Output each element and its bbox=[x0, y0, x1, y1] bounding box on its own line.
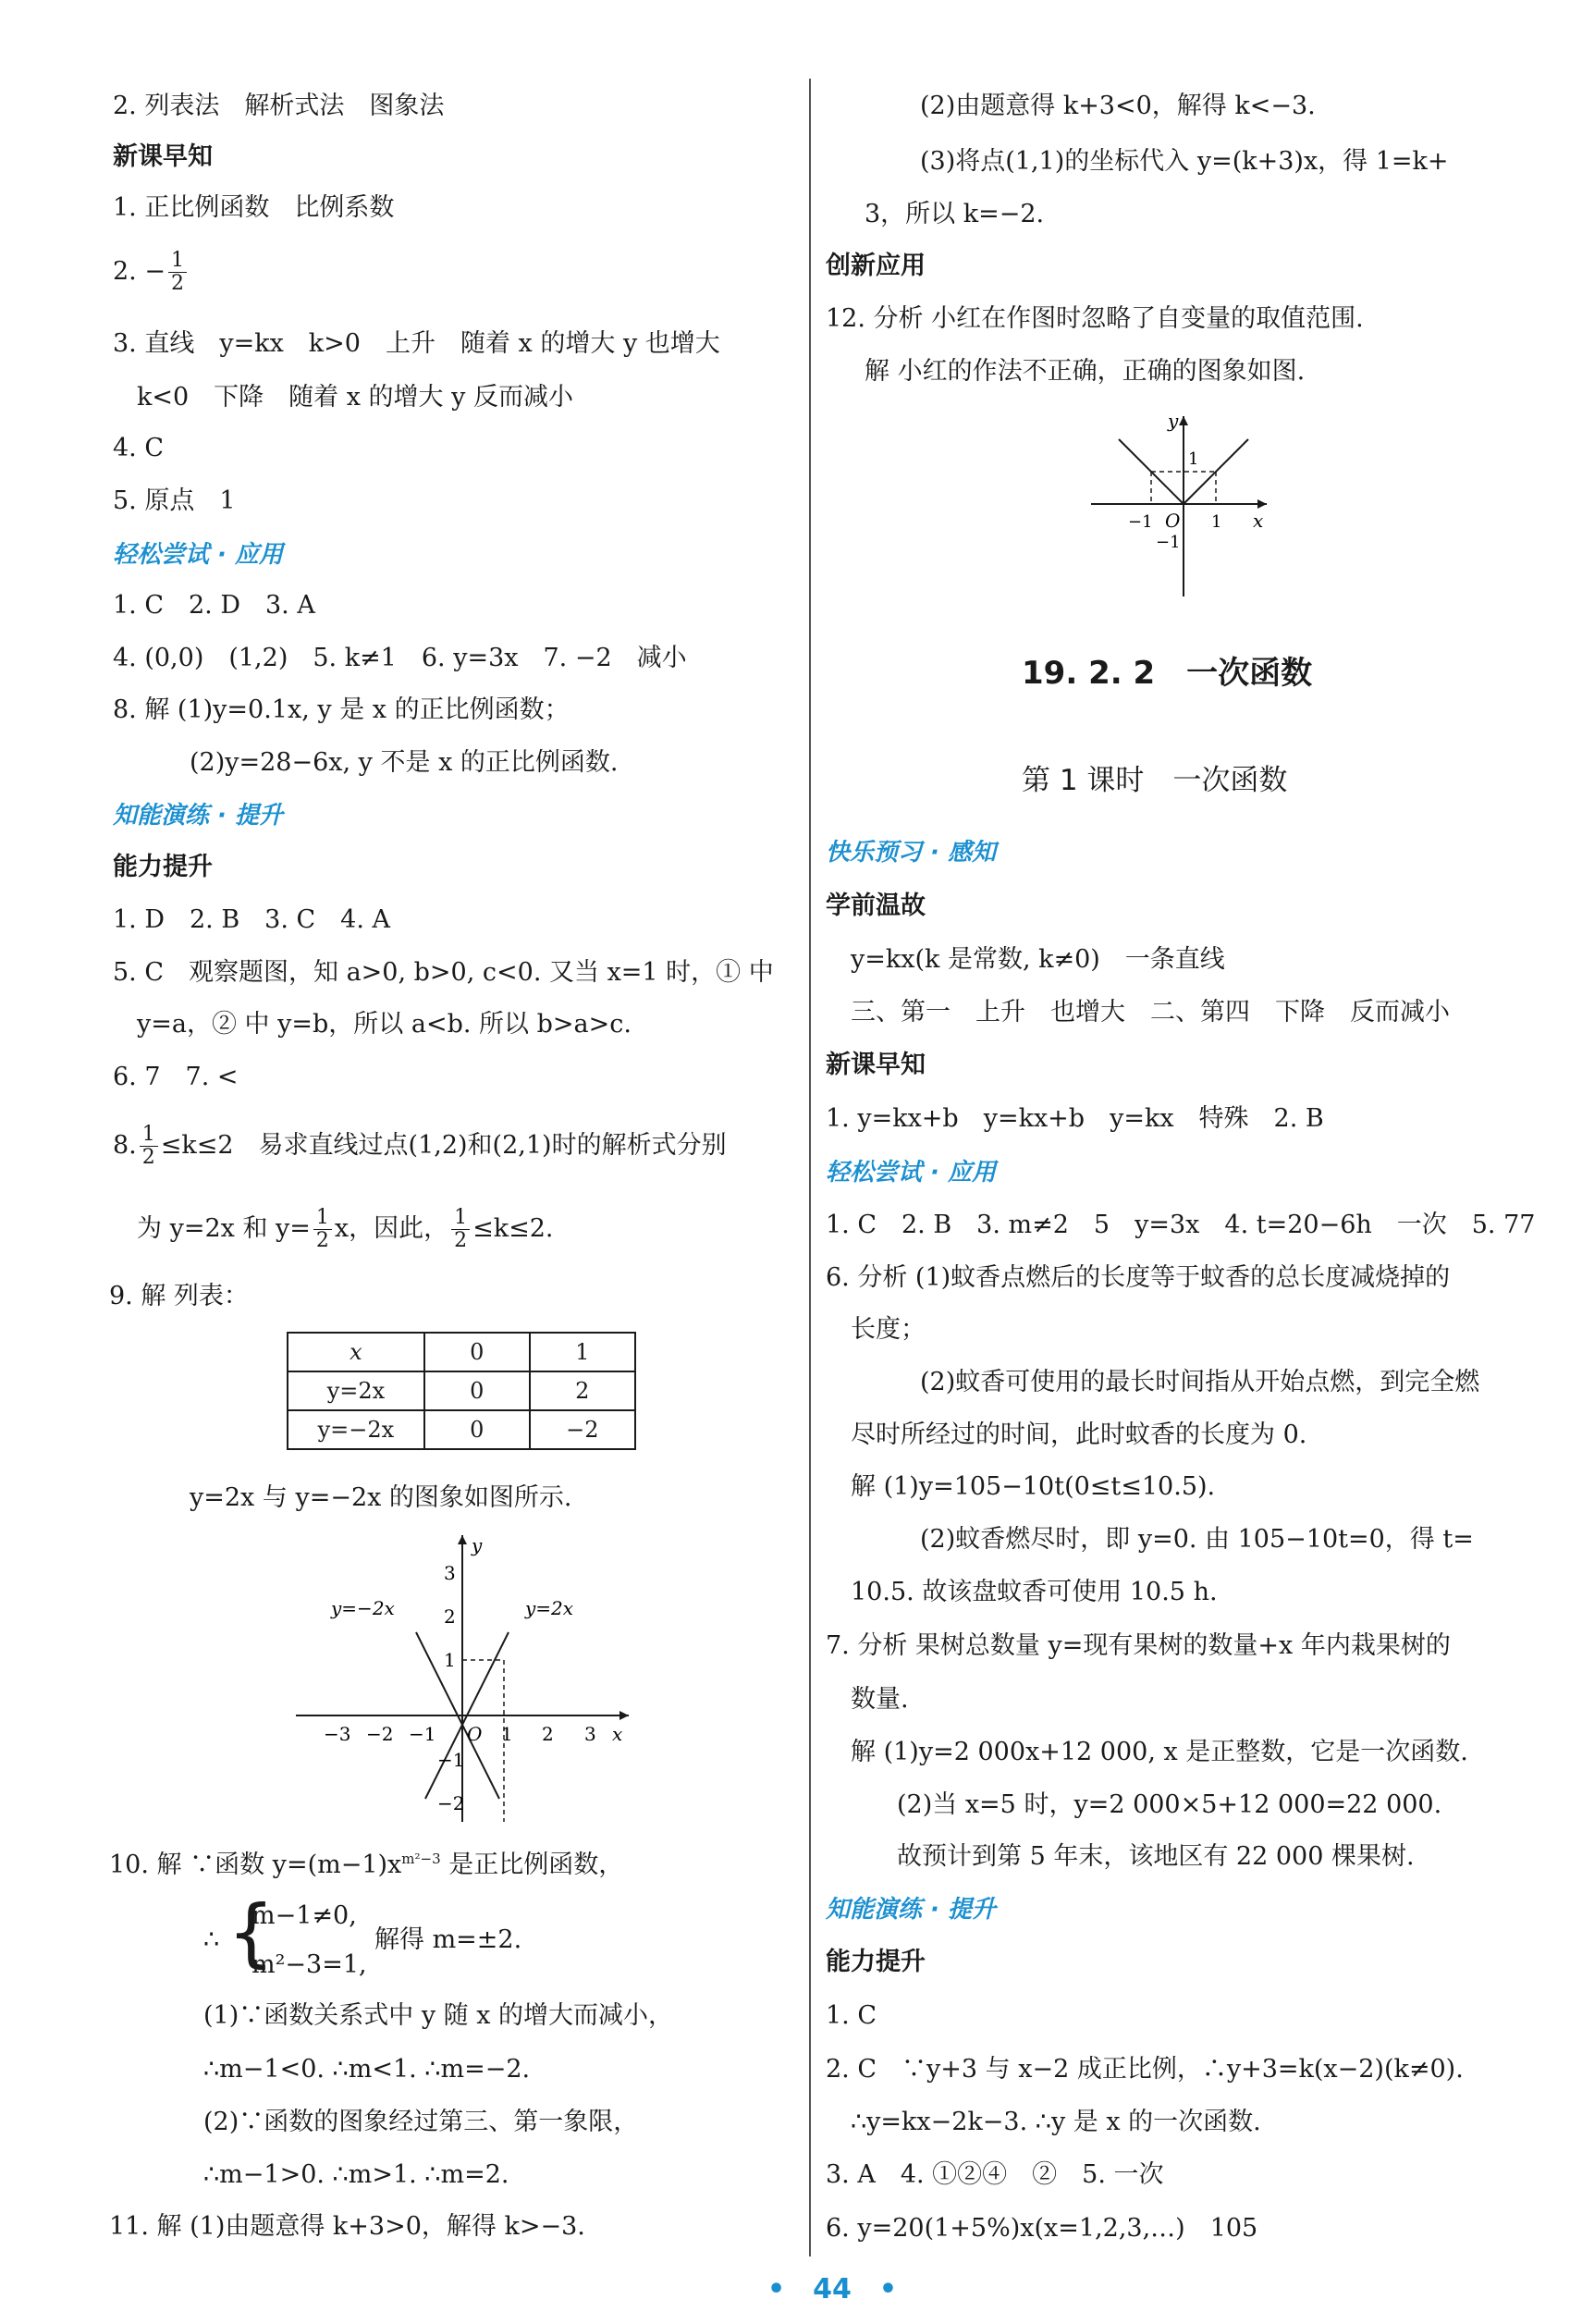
answer-line: 11. 解 (1)由题意得 k+3>0，解得 k>−3. bbox=[109, 2212, 585, 2241]
answer-line-fraction bbox=[113, 250, 190, 295]
answer-line: y=2x 与 y=−2x 的图象如图所示. bbox=[190, 1483, 572, 1512]
exponent: m²−3 bbox=[401, 1851, 441, 1867]
answer-line: 9. 解 列表： bbox=[109, 1282, 249, 1310]
answer-line-fraction bbox=[137, 1207, 554, 1252]
heading-easy-try: 轻松尝试 · 应用 bbox=[113, 541, 283, 569]
answer-line: 3. 直线 y=kx k>0 上升 随着 x 的增大 y 也增大 bbox=[113, 329, 720, 358]
section-title: 19. 2. 2 一次函数 bbox=[1022, 655, 1313, 692]
heading-skill-practice: 知能演练 · 提升 bbox=[826, 1896, 996, 1924]
y-tick: 1 bbox=[444, 1649, 456, 1671]
answer-line: 1. C 2. B 3. m≠2 5 y=3x 4. t=20−6h 一次 5. 77 bbox=[826, 1211, 1536, 1239]
answer-prefix: 8. bbox=[113, 1131, 137, 1160]
x-tick: −1 bbox=[409, 1723, 436, 1745]
fraction-numerator: 1 bbox=[140, 1124, 158, 1147]
fraction bbox=[451, 1207, 470, 1252]
page-number: • 44 • bbox=[767, 2273, 898, 2306]
y-tick: 3 bbox=[444, 1562, 456, 1584]
answer-line: (1)∵函数关系式中 y 随 x 的增大而减小， bbox=[203, 2001, 674, 2030]
heading-ability: 能力提升 bbox=[113, 853, 213, 881]
x-tick: −2 bbox=[366, 1723, 394, 1745]
answer-line: y=a，② 中 y=b，所以 a<b. 所以 b>a>c. bbox=[137, 1010, 632, 1039]
label-y-neg2x: y=−2x bbox=[331, 1597, 395, 1619]
answer-line: 6. 分析 (1)蚊香点燃后的长度等于蚊香的总长度减烧掉的 bbox=[826, 1263, 1451, 1292]
answer-line: 5. C 观察题图，知 a>0, b>0, c<0. 又当 x=1 时，① 中 bbox=[113, 958, 774, 987]
answer-line: 2. C ∵y+3 与 x−2 成正比例，∴y+3=k(x−2)(k≠0). bbox=[826, 2055, 1464, 2084]
label-y-2x: y=2x bbox=[525, 1597, 574, 1619]
answer-text: x，因此， bbox=[334, 1214, 449, 1243]
answer-line: 解 (1)y=105−10t(0≤t≤10.5). bbox=[851, 1472, 1216, 1501]
answer-line: 6. 7 7. < bbox=[113, 1063, 239, 1091]
x-tick: 3 bbox=[584, 1723, 596, 1745]
linear-function-graph bbox=[287, 1526, 638, 1831]
heading-easy-try: 轻松尝试 · 应用 bbox=[826, 1159, 996, 1187]
table-row bbox=[288, 1410, 635, 1449]
column-divider bbox=[809, 79, 811, 2256]
fraction-denominator: 2 bbox=[141, 1146, 155, 1169]
y-axis-arrow bbox=[1179, 416, 1188, 425]
lesson-title: 第 1 课时 一次函数 bbox=[1022, 764, 1288, 797]
y-tick: −1 bbox=[1156, 533, 1181, 552]
answer-line: 3. A 4. ①②④ ② 5. 一次 bbox=[826, 2160, 1164, 2189]
y-tick: −2 bbox=[437, 1792, 465, 1814]
heading-review: 学前温故 bbox=[826, 891, 926, 920]
fraction-denominator: 2 bbox=[454, 1229, 468, 1252]
table-cell: 0 bbox=[424, 1410, 530, 1449]
answer-line: 尽时所经过的时间，此时蚊香的长度为 0. bbox=[851, 1420, 1307, 1449]
heading-new-lesson: 新课早知 bbox=[113, 142, 213, 171]
answer-line: (2)∵函数的图象经过第三、第一象限， bbox=[203, 2108, 639, 2136]
answer-line: 1. D 2. B 3. C 4. A bbox=[113, 905, 391, 934]
equation: m−1≠0, bbox=[251, 1901, 357, 1930]
answer-line: 4. (0,0) (1,2) 5. k≠1 6. y=3x 7. −2 减小 bbox=[113, 644, 687, 672]
answer-line: (3)将点(1,1)的坐标代入 y=(k+3)x，得 1=k+ bbox=[920, 147, 1449, 176]
origin-label: O bbox=[467, 1723, 483, 1745]
answer-line: (2)蚊香燃尽时，即 y=0. 由 105−10t=0，得 t= bbox=[920, 1525, 1474, 1554]
answer-line: y=kx(k 是常数, k≠0) 一条直线 bbox=[851, 945, 1225, 974]
answer-line: 解 (1)y=2 000x+12 000, x 是正整数，它是一次函数. bbox=[851, 1738, 1468, 1766]
table-cell: y=2x bbox=[288, 1371, 424, 1410]
heading-skill-practice: 知能演练 · 提升 bbox=[113, 802, 283, 830]
answer-line-fraction bbox=[113, 1124, 727, 1169]
value-table bbox=[287, 1332, 636, 1450]
fraction-denominator: 2 bbox=[315, 1229, 329, 1252]
answer-line: (2)蚊香可使用的最长时间指从开始点燃，到完全燃 bbox=[920, 1368, 1480, 1396]
answer-line: 三、第一 上升 也增大 二、第四 下降 反而减小 bbox=[851, 998, 1450, 1027]
equation: m²−3=1, bbox=[251, 1950, 367, 1979]
answer-text: 为 y=2x 和 y= bbox=[137, 1214, 311, 1243]
answer-line: ∴m−1>0. ∴m>1. ∴m=2. bbox=[203, 2160, 509, 2189]
table-cell: y=−2x bbox=[288, 1410, 424, 1449]
answer-line: 6. y=20(1+5%)x(x=1,2,3,…) 105 bbox=[826, 2214, 1258, 2243]
fraction-denominator: 2 bbox=[170, 272, 184, 295]
x-tick: 1 bbox=[1211, 512, 1222, 532]
answer-line: 解 小红的作法不正确，正确的图象如图. bbox=[865, 357, 1306, 386]
x-tick: 1 bbox=[501, 1723, 513, 1745]
x-axis-label: x bbox=[612, 1723, 623, 1745]
answer-line: 3，所以 k=−2. bbox=[865, 200, 1045, 228]
answer-line: 10.5. 故该盘蚊香可使用 10.5 h. bbox=[851, 1578, 1218, 1606]
y-tick: 1 bbox=[1188, 449, 1199, 469]
table-cell: 0 bbox=[424, 1371, 530, 1410]
answer-line: 8. 解 (1)y=0.1x, y 是 x 的正比例函数； bbox=[113, 695, 570, 724]
answer-text: ≤k≤2. bbox=[472, 1214, 554, 1243]
answer-text: 是正比例函数， bbox=[440, 1851, 624, 1879]
y-axis-label: y bbox=[1168, 410, 1179, 432]
x-axis-arrow bbox=[619, 1711, 629, 1720]
x-axis-arrow bbox=[1257, 499, 1267, 509]
fraction bbox=[313, 1207, 332, 1252]
answer-line: 2. 列表法 解析式法 图象法 bbox=[113, 92, 445, 120]
fraction-numerator: 1 bbox=[168, 250, 187, 273]
answer-prefix: 2. − bbox=[113, 257, 166, 286]
answer-line: (2)y=28−6x, y 不是 x 的正比例函数. bbox=[190, 748, 619, 777]
answer-line: ∴m−1<0. ∴m<1. ∴m=−2. bbox=[203, 2055, 531, 2084]
answer-line: k<0 下降 随着 x 的增大 y 反而减小 bbox=[137, 383, 573, 412]
x-axis-label: x bbox=[1253, 510, 1264, 532]
heading-happy-preview: 快乐预习 · 感知 bbox=[826, 839, 996, 867]
heading-ability: 能力提升 bbox=[826, 1948, 926, 1976]
therefore-symbol: ∴ bbox=[203, 1925, 220, 1954]
answer-line: 1. y=kx+b y=kx+b y=kx 特殊 2. B bbox=[826, 1104, 1324, 1133]
answer-line: 数量. bbox=[851, 1685, 909, 1714]
heading-innovation: 创新应用 bbox=[826, 252, 926, 280]
answer-line: 7. 分析 果树总数量 y=现有果树的数量+x 年内栽果树的 bbox=[826, 1631, 1451, 1660]
x-tick: 2 bbox=[542, 1723, 554, 1745]
table-cell: 1 bbox=[530, 1333, 635, 1371]
answer-line: 长度； bbox=[851, 1315, 926, 1344]
absolute-value-graph bbox=[1086, 407, 1271, 601]
y-tick: −1 bbox=[437, 1749, 465, 1771]
y-axis-arrow bbox=[458, 1535, 467, 1544]
answer-text: 10. 解 ∵函数 y=(m−1)x bbox=[109, 1851, 402, 1879]
answer-text: ≤k≤2 易求直线过点(1,2)和(2,1)时的解析式分别 bbox=[160, 1131, 727, 1160]
answer-line: 4. C bbox=[113, 434, 165, 462]
table-cell: 2 bbox=[530, 1371, 635, 1410]
answer-line: (2)由题意得 k+3<0，解得 k<−3. bbox=[920, 92, 1316, 120]
table-cell: 0 bbox=[424, 1333, 530, 1371]
answer-line: 5. 原点 1 bbox=[113, 486, 236, 515]
answer-line: (2)当 x=5 时，y=2 000×5+12 000=22 000. bbox=[897, 1790, 1442, 1819]
answer-line: 1. C 2. D 3. A bbox=[113, 591, 315, 620]
answer-line: 解得 m=±2. bbox=[374, 1925, 522, 1954]
answer-line: 1. C bbox=[826, 2001, 877, 2030]
table-row bbox=[288, 1371, 635, 1410]
answer-line: 12. 分析 小红在作图时忽略了自变量的取值范围. bbox=[826, 304, 1364, 333]
table-cell: −2 bbox=[530, 1410, 635, 1449]
y-axis-label: y bbox=[472, 1534, 483, 1556]
fraction bbox=[168, 250, 187, 295]
heading-new-lesson: 新课早知 bbox=[826, 1051, 926, 1079]
x-tick: −3 bbox=[324, 1723, 351, 1745]
fraction bbox=[140, 1124, 158, 1169]
brace: { bbox=[227, 1889, 275, 1975]
fraction-numerator: 1 bbox=[451, 1207, 470, 1230]
answer-line bbox=[109, 1840, 623, 1884]
table-row bbox=[288, 1333, 635, 1371]
answer-line: 1. 正比例函数 比例系数 bbox=[113, 193, 395, 222]
y-tick: 2 bbox=[444, 1605, 456, 1628]
x-tick: −1 bbox=[1128, 512, 1153, 532]
answer-line: ∴y=kx−2k−3. ∴y 是 x 的一次函数. bbox=[851, 2108, 1261, 2136]
fraction-numerator: 1 bbox=[313, 1207, 332, 1230]
table-cell: x bbox=[288, 1333, 424, 1371]
origin-label: O bbox=[1165, 510, 1181, 532]
answer-line: 故预计到第 5 年末，该地区有 22 000 棵果树. bbox=[897, 1842, 1415, 1871]
